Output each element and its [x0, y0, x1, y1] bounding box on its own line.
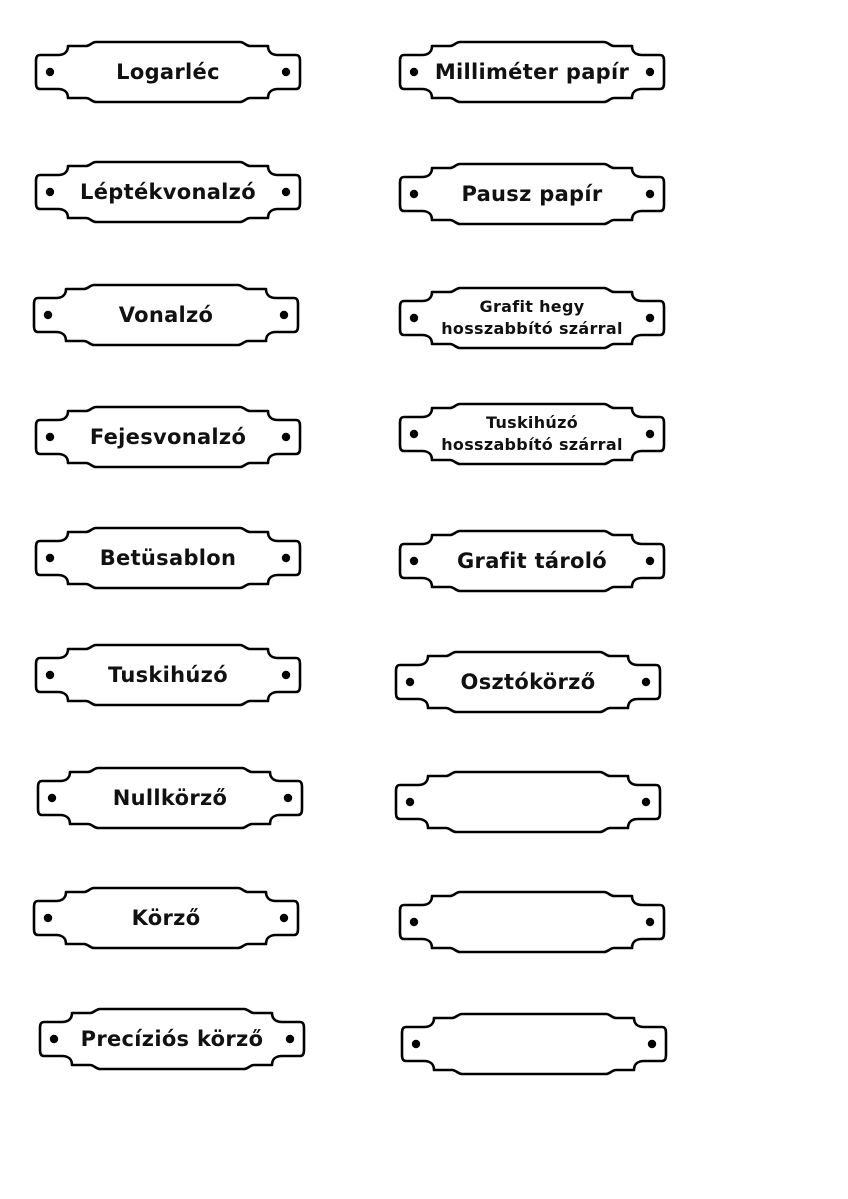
label-line-1: Osztókörző — [460, 669, 596, 694]
rivet-dot-left — [412, 1040, 420, 1048]
label-line-1: Léptékvonalzó — [80, 179, 256, 204]
label-line-1: Körző — [131, 905, 201, 930]
label-millimeter-papir — [398, 38, 666, 106]
rivet-dot-left — [46, 68, 54, 76]
label-line-1: Tuskihúzó — [108, 662, 228, 687]
label-line-1: Betüsablon — [99, 545, 237, 570]
label-text — [66, 884, 266, 952]
rivet-dot-left — [410, 918, 418, 926]
rivet-dot-right — [646, 314, 654, 322]
rivet-dot-left — [410, 68, 418, 76]
label-precizios-korzo — [38, 1005, 306, 1073]
rivet-dot-right — [646, 190, 654, 198]
rivet-dot-left — [46, 188, 54, 196]
rivet-dot-right — [282, 68, 290, 76]
rivet-dot-right — [280, 914, 288, 922]
rivet-dot-left — [410, 314, 418, 322]
rivet-dot-left — [46, 671, 54, 679]
rivet-dot-right — [282, 671, 290, 679]
rivet-dot-left — [406, 798, 414, 806]
rivet-dot-left — [406, 678, 414, 686]
label-line-1: Tuskihúzó — [486, 412, 578, 432]
rivet-dot-left — [50, 1035, 58, 1043]
label-text — [434, 1010, 634, 1078]
label-text — [432, 160, 632, 228]
label-grafit-hegy-hosszabbito — [398, 284, 666, 352]
label-line-2: hosszabbító szárral — [441, 434, 623, 454]
label-fejesvonalzo — [34, 403, 302, 471]
label-line-1: Fejesvonalzó — [89, 424, 247, 449]
rivet-dot-right — [646, 918, 654, 926]
label-text — [432, 888, 632, 956]
label-line-1: Milliméter papír — [434, 59, 630, 84]
label-line-1: Nullkörző — [112, 785, 228, 810]
label-text — [72, 1005, 272, 1073]
label-line-1: Pausz papír — [461, 181, 603, 206]
label-logarlec — [34, 38, 302, 106]
label-line-1: Logarléc — [116, 59, 220, 84]
rivet-dot-right — [282, 433, 290, 441]
rivet-dot-left — [48, 794, 56, 802]
label-osztokorzo — [394, 648, 662, 716]
label-text — [432, 400, 632, 468]
label-text — [428, 768, 628, 836]
rivet-dot-right — [646, 68, 654, 76]
label-line-1: Vonalzó — [118, 302, 214, 327]
rivet-dot-left — [410, 430, 418, 438]
label-pausz-papir — [398, 160, 666, 228]
label-line-1: Grafit tároló — [457, 548, 607, 573]
label-korzo — [32, 884, 300, 952]
label-text — [428, 648, 628, 716]
label-blank-3 — [400, 1010, 668, 1078]
label-text — [432, 284, 632, 352]
rivet-dot-right — [646, 557, 654, 565]
label-text — [68, 641, 268, 709]
label-text — [68, 38, 268, 106]
label-blank-2 — [398, 888, 666, 956]
label-blank-1 — [394, 768, 662, 836]
rivet-dot-left — [46, 433, 54, 441]
rivet-dot-right — [282, 554, 290, 562]
label-line-1: Precíziós körző — [80, 1026, 264, 1051]
rivet-dot-right — [282, 188, 290, 196]
label-leptekvonalzo — [34, 158, 302, 226]
rivet-dot-left — [44, 914, 52, 922]
rivet-dot-left — [410, 557, 418, 565]
rivet-dot-left — [410, 190, 418, 198]
label-line-1: Grafit hegy — [479, 296, 585, 316]
label-text — [432, 527, 632, 595]
label-tuskihuzo — [34, 641, 302, 709]
rivet-dot-right — [642, 678, 650, 686]
label-text — [70, 764, 270, 832]
label-text — [68, 158, 268, 226]
label-text — [432, 38, 632, 106]
label-tuskihuzo-hosszabbito — [398, 400, 666, 468]
rivet-dot-right — [284, 794, 292, 802]
label-nullkorzo — [36, 764, 304, 832]
rivet-dot-right — [286, 1035, 294, 1043]
label-grafit-tarolo — [398, 527, 666, 595]
rivet-dot-right — [648, 1040, 656, 1048]
label-vonalzo — [32, 281, 300, 349]
rivet-dot-left — [44, 311, 52, 319]
label-text — [66, 281, 266, 349]
rivet-dot-left — [46, 554, 54, 562]
label-betusablon — [34, 524, 302, 592]
label-text — [68, 524, 268, 592]
rivet-dot-right — [280, 311, 288, 319]
rivet-dot-right — [642, 798, 650, 806]
label-line-2: hosszabbító szárral — [441, 318, 623, 338]
rivet-dot-right — [646, 430, 654, 438]
label-text — [68, 403, 268, 471]
